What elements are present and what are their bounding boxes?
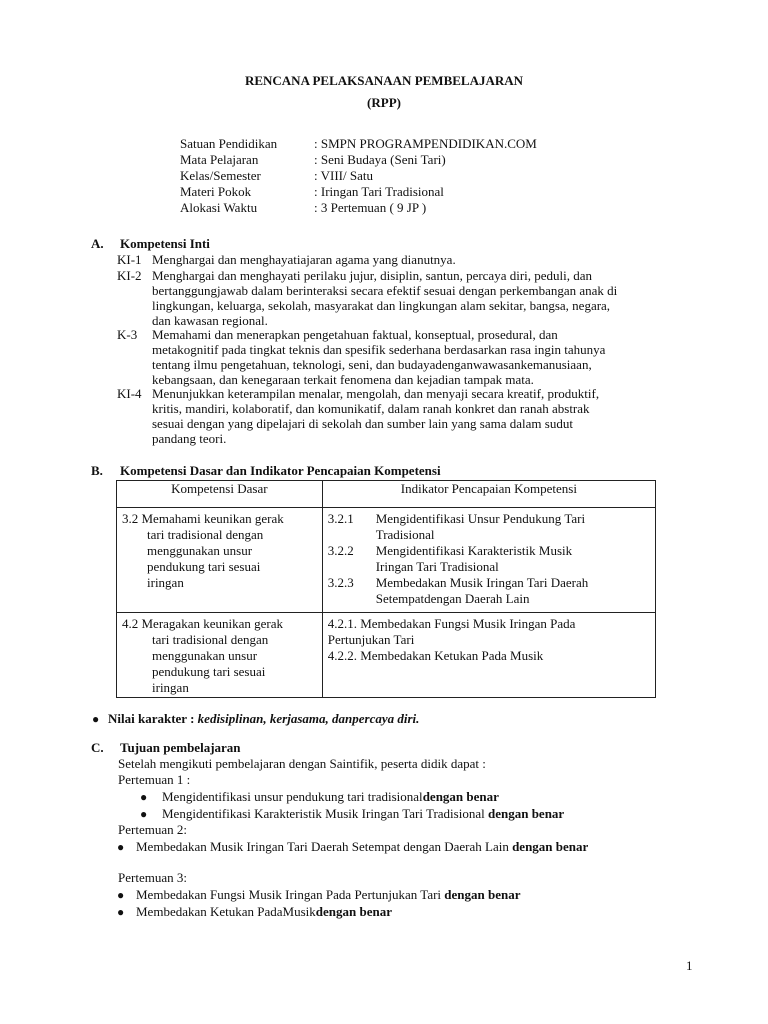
kd-cell [117, 613, 323, 698]
info-value: : SMPN PROGRAMPENDIDIKAN.COM [314, 136, 537, 151]
indicator-text: Pertunjukan Tari [327, 632, 415, 647]
kd-text: pendukung tari sesuai [147, 559, 261, 574]
section-a-letter: A. [91, 236, 104, 251]
section-c-title: Tujuan pembelajaran [120, 740, 241, 755]
bullet-icon: ● [117, 888, 125, 902]
info-label: Kelas/Semester [180, 168, 261, 183]
kd-text: menggunakan unsur [147, 543, 253, 558]
info-row [180, 184, 700, 200]
bullet-icon: ● [117, 840, 125, 854]
ki-code: KI-4 [117, 386, 142, 401]
indicator-text: Iringan Tari Tradisional [375, 559, 499, 574]
character-label: Nilai karakter : [108, 711, 195, 726]
info-label: Satuan Pendidikan [180, 136, 278, 151]
info-row [180, 136, 700, 152]
ipk-cell [322, 613, 655, 698]
kd-text: tari tradisional dengan [147, 527, 264, 542]
list-item: Mengidentifikasi unsur pendukung tari tradisionaldengan benar [162, 789, 499, 804]
identity-block [180, 136, 700, 216]
table-header-ipk: Indikator Pencapaian Kompetensi [322, 481, 655, 508]
kd-text: tari tradisional dengan [152, 632, 269, 647]
kd-cell [117, 508, 323, 613]
ki-code: K-3 [117, 327, 138, 342]
list-item: Membedakan Ketukan PadaMusikdengan benar [136, 904, 393, 919]
page-number: 1 [686, 958, 693, 973]
ki-line: dan kawasan regional. [152, 313, 268, 328]
bullet-icon: ● [140, 790, 148, 804]
kd-text: 4.2 Meragakan keunikan gerak [122, 616, 283, 631]
indicator-text: Mengidentifikasi Unsur Pendukung Tari [375, 511, 586, 526]
info-value: : Seni Budaya (Seni Tari) [314, 152, 446, 167]
ki-line: Menunjukkan keterampilan menalar, mengolah, dan menyaji secara kreatif, produktif, [152, 386, 600, 401]
table-row [117, 613, 656, 698]
character-value: kedisiplinan, kerjasama, danpercaya diri. [197, 711, 420, 726]
kd-text: iringan [147, 575, 184, 590]
bullet-icon: ● [117, 905, 125, 919]
info-row [180, 168, 700, 184]
section-c-intro: Setelah mengikuti pembelajaran dengan Saintifik, peserta didik dapat : [118, 756, 486, 771]
meeting-2-label: Pertemuan 2: [118, 822, 187, 837]
indicator-number: 3.2.1 [327, 511, 354, 526]
info-label: Alokasi Waktu [180, 200, 258, 215]
indicator-text: Tradisional [375, 527, 435, 542]
section-b-letter: B. [91, 463, 103, 478]
list-item: Mengidentifikasi Karakteristik Musik Iringan Tari Tradisional dengan benar [162, 806, 565, 821]
table-row [117, 508, 656, 613]
bullet-icon: ● [92, 712, 100, 726]
indicator-text: 4.2.2. Membedakan Ketukan Pada Musik [327, 648, 544, 663]
ki-line: metakognitif pada tingkat teknis dan spesifik sederhana berdasarkan rasa ingin tahunya [152, 342, 606, 357]
ki-line: Menghargai dan menghayati perilaku jujur, disiplin, santun, percaya diri, peduli, dan [152, 268, 593, 283]
ki-line: tentang ilmu pengetahuan, teknologi, seni, dan budayadenganwawasankemanusiaan, [152, 357, 592, 372]
ki-line: sesuai dengan yang dipelajari di sekolah dan sumber lain yang sama dalam sudut [152, 416, 573, 431]
info-label: Mata Pelajaran [180, 152, 259, 167]
meeting-3-label: Pertemuan 3: [118, 870, 187, 885]
info-row [180, 152, 700, 168]
ki-line: pandang teori. [152, 431, 227, 446]
indicator-text: Membedakan Musik Iringan Tari Daerah [375, 575, 589, 590]
ki-line: Memahami dan menerapkan pengetahuan faktual, konseptual, prosedural, dan [152, 327, 558, 342]
list-item: Membedakan Musik Iringan Tari Daerah Setempat dengan Daerah Lain dengan benar [136, 839, 589, 854]
indicator-text: Setempatdengan Daerah Lain [375, 591, 530, 606]
document-title: RENCANA PELAKSANAAN PEMBELAJARAN [244, 73, 524, 88]
indicator-number: 3.2.2 [327, 543, 354, 558]
list-item: Membedakan Fungsi Musik Iringan Pada Pertunjukan Tari dengan benar [136, 887, 521, 902]
ki-line: bertanggungjawab dalam berinteraksi secara efektif sesuai dengan perkembangan anak di [152, 283, 618, 298]
document-subtitle: (RPP) [367, 95, 401, 110]
ki-code: KI-1 [117, 252, 142, 267]
indicator-text: Mengidentifikasi Karakteristik Musik [375, 543, 573, 558]
info-value: : VIII/ Satu [314, 168, 373, 183]
kd-text: 3.2 Memahami keunikan gerak [122, 511, 284, 526]
character-values [108, 711, 419, 727]
kd-text: iringan [152, 680, 189, 695]
kd-text: menggunakan unsur [152, 648, 258, 663]
table-header-kd: Kompetensi Dasar [117, 481, 323, 508]
ki-line: Menghargai dan menghayatiajaran agama yang dianutnya. [152, 252, 456, 267]
ki-line: kritis, mandiri, kolaboratif, dan komunikatif, dalam ranah konkret dan ranah abstrak [152, 401, 590, 416]
info-value: : Iringan Tari Tradisional [314, 184, 444, 199]
ki-line: lingkungan, keluarga, sekolah, masyarakat dan lingkungan alam sekitar, bangsa, negara, [152, 298, 611, 313]
ki-line: kebangsaan, dan kenegaraan terkait fenomena dan kejadian tampak mata. [152, 372, 534, 387]
section-b-title: Kompetensi Dasar dan Indikator Pencapaian Kompetensi [120, 463, 441, 478]
indicator-number: 3.2.3 [327, 575, 354, 590]
info-label: Materi Pokok [180, 184, 252, 199]
meeting-1-label: Pertemuan 1 : [118, 772, 191, 787]
info-row [180, 200, 700, 216]
ki-code: KI-2 [117, 268, 142, 283]
info-value: : 3 Pertemuan ( 9 JP ) [314, 200, 427, 215]
table-header-row [117, 481, 656, 508]
competency-table [116, 480, 656, 698]
kd-text: pendukung tari sesuai [152, 664, 266, 679]
section-a-title: Kompetensi Inti [120, 236, 210, 251]
indicator-text: 4.2.1. Membedakan Fungsi Musik Iringan Pada [327, 616, 576, 631]
bullet-icon: ● [140, 807, 148, 821]
ipk-cell [322, 508, 655, 613]
section-c-letter: C. [91, 740, 104, 755]
